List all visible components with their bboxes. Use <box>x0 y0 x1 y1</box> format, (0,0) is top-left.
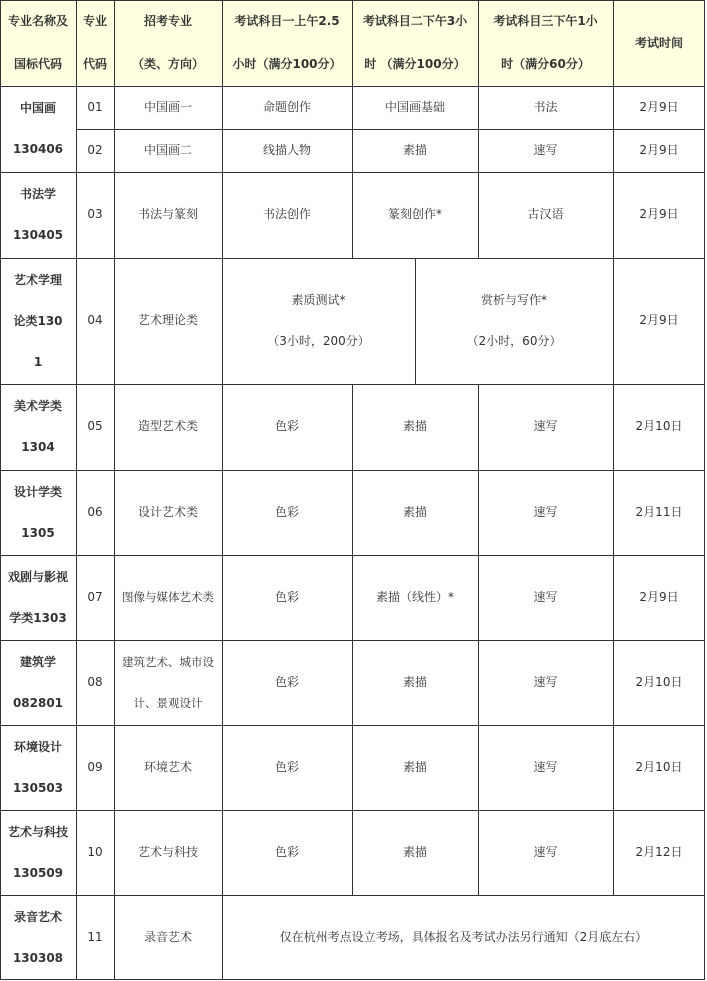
row-name-sheji: 设计学类 1305 <box>13 484 62 540</box>
row-subject2: 素描 <box>402 759 427 774</box>
row-date: 2月10日 <box>635 674 683 689</box>
row-code: 04 <box>87 313 103 328</box>
row-subject2: 素描 <box>402 844 427 859</box>
row-subject2: 素描（线性）* <box>375 589 454 604</box>
table-border <box>613 0 614 895</box>
row-subject3: 速写 <box>533 674 558 689</box>
row-merged-subject-b: 赏析与写作* （2小时，60分） <box>466 293 562 348</box>
row-major: 艺术理论类 <box>137 313 198 328</box>
row-subject3: 速写 <box>533 142 558 157</box>
row-major: 中国画二 <box>143 142 192 157</box>
header-date: 考试时间 <box>634 35 683 50</box>
row-major: 造型艺术类 <box>137 419 198 434</box>
row-name-yishuxue: 艺术学理 论类130 1 <box>13 272 63 369</box>
table-border <box>478 0 479 258</box>
table-border <box>222 0 223 980</box>
row-subject3: 速写 <box>533 504 558 519</box>
row-name-luyin: 录音艺术 130308 <box>12 909 64 965</box>
row-subject1: 色彩 <box>274 504 299 519</box>
row-subject1: 线描人物 <box>262 142 311 157</box>
row-subject1: 色彩 <box>274 419 299 434</box>
row-major: 设计艺术类 <box>137 504 198 519</box>
row-major: 书法与篆刻 <box>137 207 198 222</box>
row-subject1: 书法创作 <box>262 207 311 222</box>
row-major: 图像与媒体艺术类 <box>122 590 214 605</box>
row-major: 中国画一 <box>143 99 192 114</box>
row-date: 2月10日 <box>635 419 683 434</box>
row-name-xiju: 戏剧与影视 学类1303 <box>7 569 68 625</box>
row-subject3: 书法 <box>533 99 558 114</box>
row-subject3: 速写 <box>533 844 558 859</box>
row-subject2: 素描 <box>402 674 427 689</box>
row-subject3: 速写 <box>533 589 558 604</box>
row-code: 08 <box>87 674 103 689</box>
row-subject2: 素描 <box>402 142 427 157</box>
row-subject1: 色彩 <box>274 674 299 689</box>
row-date: 2月12日 <box>635 844 683 859</box>
row-code: 01 <box>87 99 103 114</box>
row-subject1: 色彩 <box>274 759 299 774</box>
row-subject1: 色彩 <box>274 589 299 604</box>
row-date: 2月9日 <box>639 142 679 157</box>
table-border <box>352 384 353 895</box>
row-code: 06 <box>87 504 103 519</box>
row-subject2: 素描 <box>402 504 427 519</box>
row-code: 02 <box>87 142 103 157</box>
row-date: 2月9日 <box>639 589 679 604</box>
row-date: 2月9日 <box>639 313 679 328</box>
table-border <box>478 384 479 895</box>
row-note: 仅在杭州考点设立考场，具体报名及考试办法另行通知（2月底左右） <box>279 930 648 944</box>
row-subject3: 速写 <box>533 759 558 774</box>
row-date: 2月9日 <box>639 207 679 222</box>
row-code: 10 <box>87 844 103 859</box>
table-border <box>0 258 705 259</box>
row-name-jianzhu: 建筑学 082801 <box>12 654 64 710</box>
row-major: 艺术与科技 <box>137 844 198 859</box>
row-subject1: 色彩 <box>274 844 299 859</box>
table-border <box>76 0 77 980</box>
table-border <box>0 895 705 896</box>
header-name: 专业名称及 国标代码 <box>7 14 68 71</box>
header-subject1: 考试科目一上午2.5 小时（满分100分） <box>232 14 342 71</box>
row-major: 录音艺术 <box>143 929 192 944</box>
header-subject2: 考试科目二下午3小 时 （满分100分） <box>362 14 468 71</box>
row-major: 建筑艺术、城市设 计、景观设计 <box>122 654 214 710</box>
table-border <box>114 0 115 980</box>
row-code: 09 <box>87 759 103 774</box>
row-name-keji: 艺术与科技 130509 <box>7 824 68 880</box>
row-name-meishu: 美术学类 1304 <box>13 399 62 454</box>
header-code: 专业 代码 <box>82 14 107 71</box>
table-border <box>415 258 416 384</box>
row-date: 2月11日 <box>635 504 683 519</box>
row-code: 03 <box>87 207 103 222</box>
row-subject3: 速写 <box>533 419 558 434</box>
row-date: 2月9日 <box>639 99 679 114</box>
header-subject3: 考试科目三下午1小 时（满分60分） <box>493 14 598 71</box>
row-code: 07 <box>87 589 103 604</box>
row-major: 环境艺术 <box>143 759 192 774</box>
row-subject1: 命题创作 <box>262 99 311 114</box>
table-border <box>352 0 353 258</box>
row-code: 05 <box>87 419 103 434</box>
row-subject2: 中国画基础 <box>384 99 445 114</box>
table-border <box>76 129 705 130</box>
row-subject2: 素描 <box>402 419 427 434</box>
table-border <box>704 0 705 980</box>
table-border <box>0 0 1 980</box>
row-subject2: 篆刻创作* <box>387 207 442 222</box>
row-code: 11 <box>87 929 103 944</box>
table-border <box>0 979 705 980</box>
row-name-shufa: 书法学 130405 <box>12 187 64 242</box>
row-name-huanjing: 环境设计 130503 <box>12 739 64 795</box>
row-date: 2月10日 <box>635 759 683 774</box>
row-subject3: 古汉语 <box>527 207 564 222</box>
header-major: 招考专业 （类、方向） <box>131 14 204 71</box>
row-merged-subject-a: 素质测试* （3小时，200分） <box>267 293 370 348</box>
row-name-guohua: 中国画 130406 <box>12 101 64 156</box>
